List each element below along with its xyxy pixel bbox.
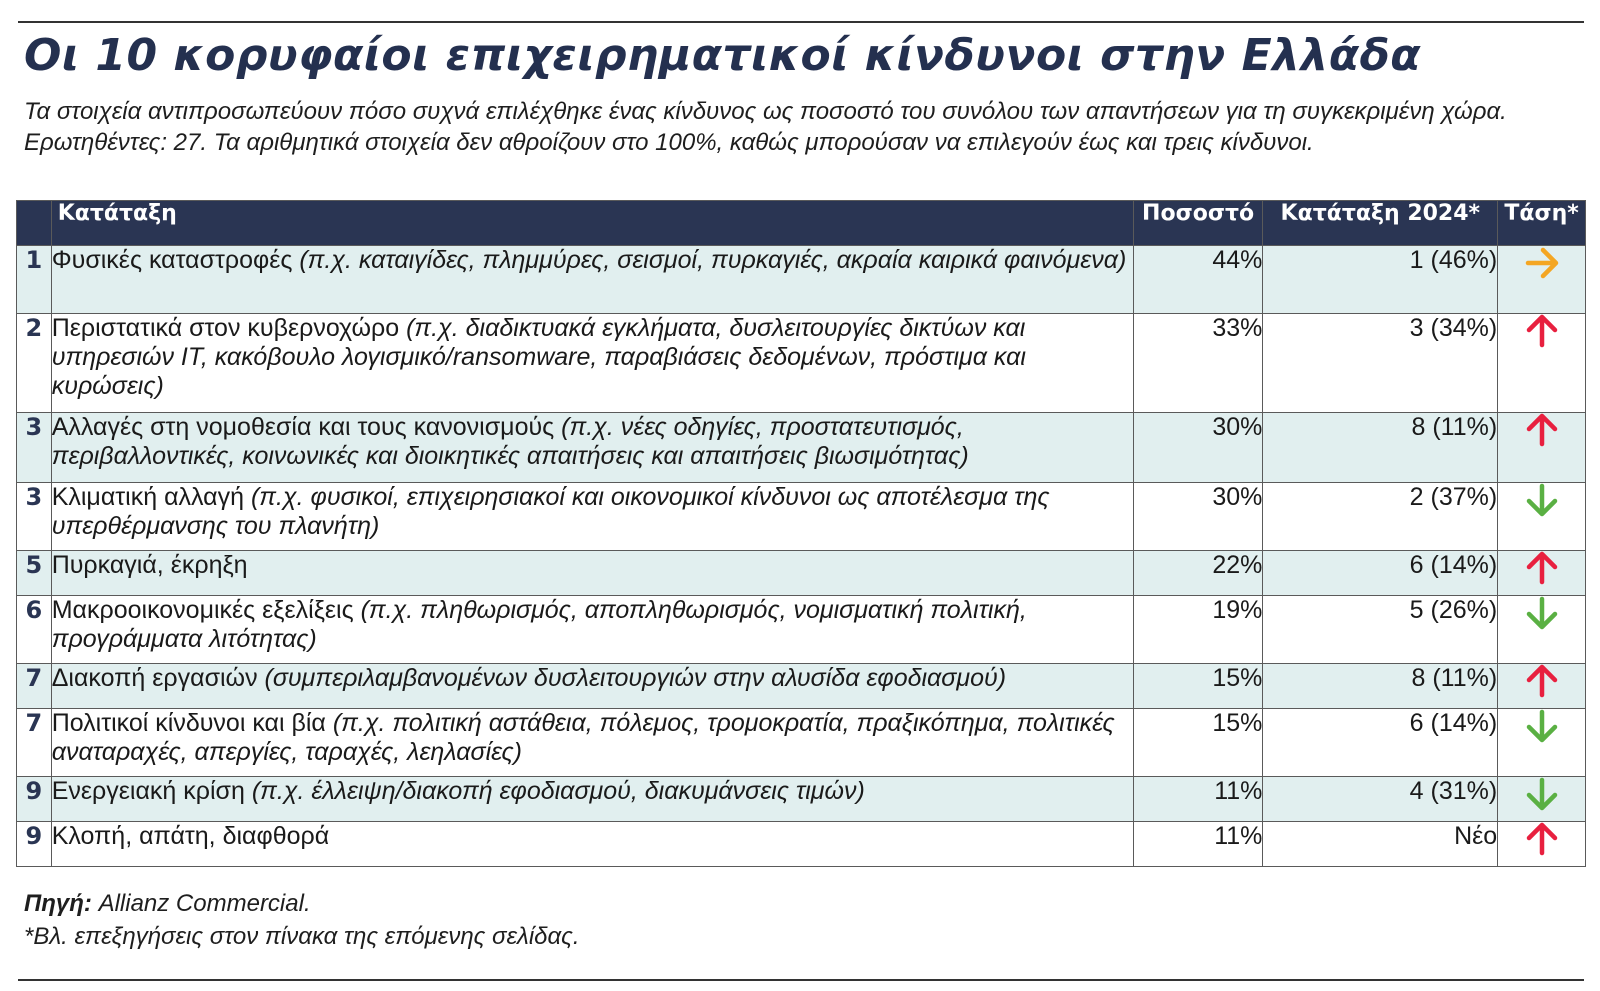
row-rank-2024: 4 (31%) — [1263, 777, 1498, 822]
arrow-down-icon — [1525, 709, 1559, 743]
arrow-down-icon — [1525, 483, 1559, 517]
row-trend — [1498, 314, 1586, 413]
risk-examples: (π.χ. πολιτική αστάθεια, πόλεμος, τρομοκρατία, πραξικόπημα, πολιτικές αναταραχές, απεργίες, ταραχές, λεηλασίες) — [51, 709, 1115, 766]
row-trend — [1498, 596, 1586, 664]
row-risk — [51, 551, 1133, 596]
source-text: Allianz Commercial. — [98, 890, 311, 917]
row-risk — [51, 413, 1133, 483]
header-ranking: Κατάταξη — [51, 201, 1133, 246]
risk-examples: (π.χ. νέες οδηγίες, προστατευτισμός, περιβαλλοντικές, κοινωνικές και διοικητικές απαιτήσεις και απαιτήσεις βιωσιμότητας) — [51, 413, 969, 470]
row-percent: 11% — [1133, 822, 1263, 867]
page-title: Οι 10 κορυφαίοι επιχειρηματικοί κίνδυνοι στην Ελλάδα — [24, 30, 1422, 81]
arrow-up-icon — [1525, 822, 1559, 856]
row-rank-2024: 5 (26%) — [1263, 596, 1498, 664]
row-trend — [1498, 709, 1586, 777]
row-trend — [1498, 664, 1586, 709]
risk-name: Ενεργειακή κρίση — [51, 777, 245, 805]
row-risk — [51, 664, 1133, 709]
table-row — [17, 551, 1586, 596]
row-risk — [51, 596, 1133, 664]
row-rank-2024: 6 (14%) — [1263, 709, 1498, 777]
arrow-up-icon — [1525, 314, 1559, 348]
row-rank: 3 — [17, 413, 52, 483]
risk-examples: (π.χ. έλλειψη/διακοπή εφοδιασμού, διακυμάνσεις τιμών) — [251, 777, 865, 805]
risk-name: Πολιτικοί κίνδυνοι και βία — [51, 709, 326, 737]
row-rank-2024: 2 (37%) — [1263, 483, 1498, 551]
risk-examples: (π.χ. φυσικοί, επιχειρησιακοί και οικονομικοί κίνδυνοι ως αποτέλεσμα της υπερθέρμανσης του πλανήτη) — [51, 483, 1050, 540]
row-trend — [1498, 246, 1586, 314]
table-row — [17, 664, 1586, 709]
row-percent: 30% — [1133, 413, 1263, 483]
row-rank: 2 — [17, 314, 52, 413]
header-trend: Τάση* — [1498, 201, 1586, 246]
row-rank-2024: 3 (34%) — [1263, 314, 1498, 413]
row-percent: 15% — [1133, 664, 1263, 709]
row-percent: 11% — [1133, 777, 1263, 822]
arrow-right-icon — [1525, 246, 1559, 280]
risk-examples: (π.χ. διαδικτυακά εγκλήματα, δυσλειτουργίες δικτύων και υπηρεσιών IT, κακόβουλο λογισμικό/ransomware, παραβιάσεις δεδομένων, πρόστιμα και κυρώσεις) — [51, 314, 1026, 400]
header-rank-2024: Κατάταξη 2024* — [1263, 201, 1498, 246]
risk-name: Διακοπή εργασιών — [51, 664, 258, 692]
arrow-down-icon — [1525, 777, 1559, 811]
row-trend — [1498, 822, 1586, 867]
row-trend — [1498, 483, 1586, 551]
footnote: *Βλ. επεξηγήσεις στον πίνακα της επόμενης σελίδας. — [24, 923, 580, 950]
source-line — [24, 887, 580, 920]
row-percent: 15% — [1133, 709, 1263, 777]
bottom-rule — [18, 979, 1584, 981]
row-trend — [1498, 777, 1586, 822]
row-trend — [1498, 551, 1586, 596]
row-rank: 5 — [17, 551, 52, 596]
risk-examples: (συμπεριλαμβανομένων δυσλειτουργιών στην αλυσίδα εφοδιασμού) — [264, 664, 1007, 692]
page-subtitle: Τα στοιχεία αντιπροσωπεύουν πόσο συχνά επιλέχθηκε ένας κίνδυνος ως ποσοστό του συνόλου των απαντήσεων για τη συγκεκριμένη χώρα. Ερωτηθέντες: 27. Τα αριθμητικά στοιχεία δεν αθροίζουν στο 100%, καθώς μπορούσαν να επιλεγούν έως και τρεις κίνδυνοι. — [24, 98, 1507, 156]
table-row — [17, 314, 1586, 413]
risk-name: Φυσικές καταστροφές — [51, 246, 293, 274]
risk-name: Περιστατικά στον κυβερνοχώρο — [51, 314, 400, 342]
row-risk — [51, 246, 1133, 314]
row-percent: 44% — [1133, 246, 1263, 314]
risk-name: Πυρκαγιά, έκρηξη — [51, 551, 248, 579]
row-risk — [51, 709, 1133, 777]
row-risk — [51, 822, 1133, 867]
row-rank: 7 — [17, 664, 52, 709]
row-rank-2024: 8 (11%) — [1263, 413, 1498, 483]
row-rank: 3 — [17, 483, 52, 551]
risk-name: Μακροοικονομικές εξελίξεις — [51, 596, 354, 624]
table-row — [17, 777, 1586, 822]
row-rank-2024: 8 (11%) — [1263, 664, 1498, 709]
row-percent: 22% — [1133, 551, 1263, 596]
header-rank — [17, 201, 52, 246]
row-risk — [51, 314, 1133, 413]
row-rank: 7 — [17, 709, 52, 777]
row-percent: 30% — [1133, 483, 1263, 551]
table-row — [17, 822, 1586, 867]
header-percent: Ποσοστό — [1133, 201, 1263, 246]
top-rule — [18, 21, 1584, 23]
source-label: Πηγή: — [24, 890, 92, 917]
risk-examples: (π.χ. πληθωρισμός, αποπληθωρισμός, νομισματική πολιτική, προγράμματα λιτότητας) — [51, 596, 1027, 653]
row-rank: 9 — [17, 822, 52, 867]
row-rank-2024: 1 (46%) — [1263, 246, 1498, 314]
risks-table — [16, 200, 1586, 867]
row-rank: 1 — [17, 246, 52, 314]
table-header-row — [17, 201, 1586, 246]
footer-notes — [24, 887, 580, 953]
risk-name: Κλιματική αλλαγή — [51, 483, 245, 511]
row-rank: 6 — [17, 596, 52, 664]
arrow-up-icon — [1525, 413, 1559, 447]
table-row — [17, 246, 1586, 314]
table-row — [17, 483, 1586, 551]
arrow-up-icon — [1525, 664, 1559, 698]
row-risk — [51, 777, 1133, 822]
row-percent: 19% — [1133, 596, 1263, 664]
risk-name: Αλλαγές στη νομοθεσία και τους κανονισμούς — [51, 413, 555, 441]
table-row — [17, 413, 1586, 483]
table-row — [17, 709, 1586, 777]
row-risk — [51, 483, 1133, 551]
risk-name: Κλοπή, απάτη, διαφθορά — [51, 822, 330, 850]
row-percent: 33% — [1133, 314, 1263, 413]
row-rank: 9 — [17, 777, 52, 822]
table-row — [17, 596, 1586, 664]
row-trend — [1498, 413, 1586, 483]
arrow-down-icon — [1525, 596, 1559, 630]
row-rank-2024: Νέο — [1263, 822, 1498, 867]
arrow-up-icon — [1525, 551, 1559, 585]
risk-examples: (π.χ. καταιγίδες, πλημμύρες, σεισμοί, πυρκαγιές, ακραία καιρικά φαινόμενα) — [299, 246, 1127, 274]
row-rank-2024: 6 (14%) — [1263, 551, 1498, 596]
